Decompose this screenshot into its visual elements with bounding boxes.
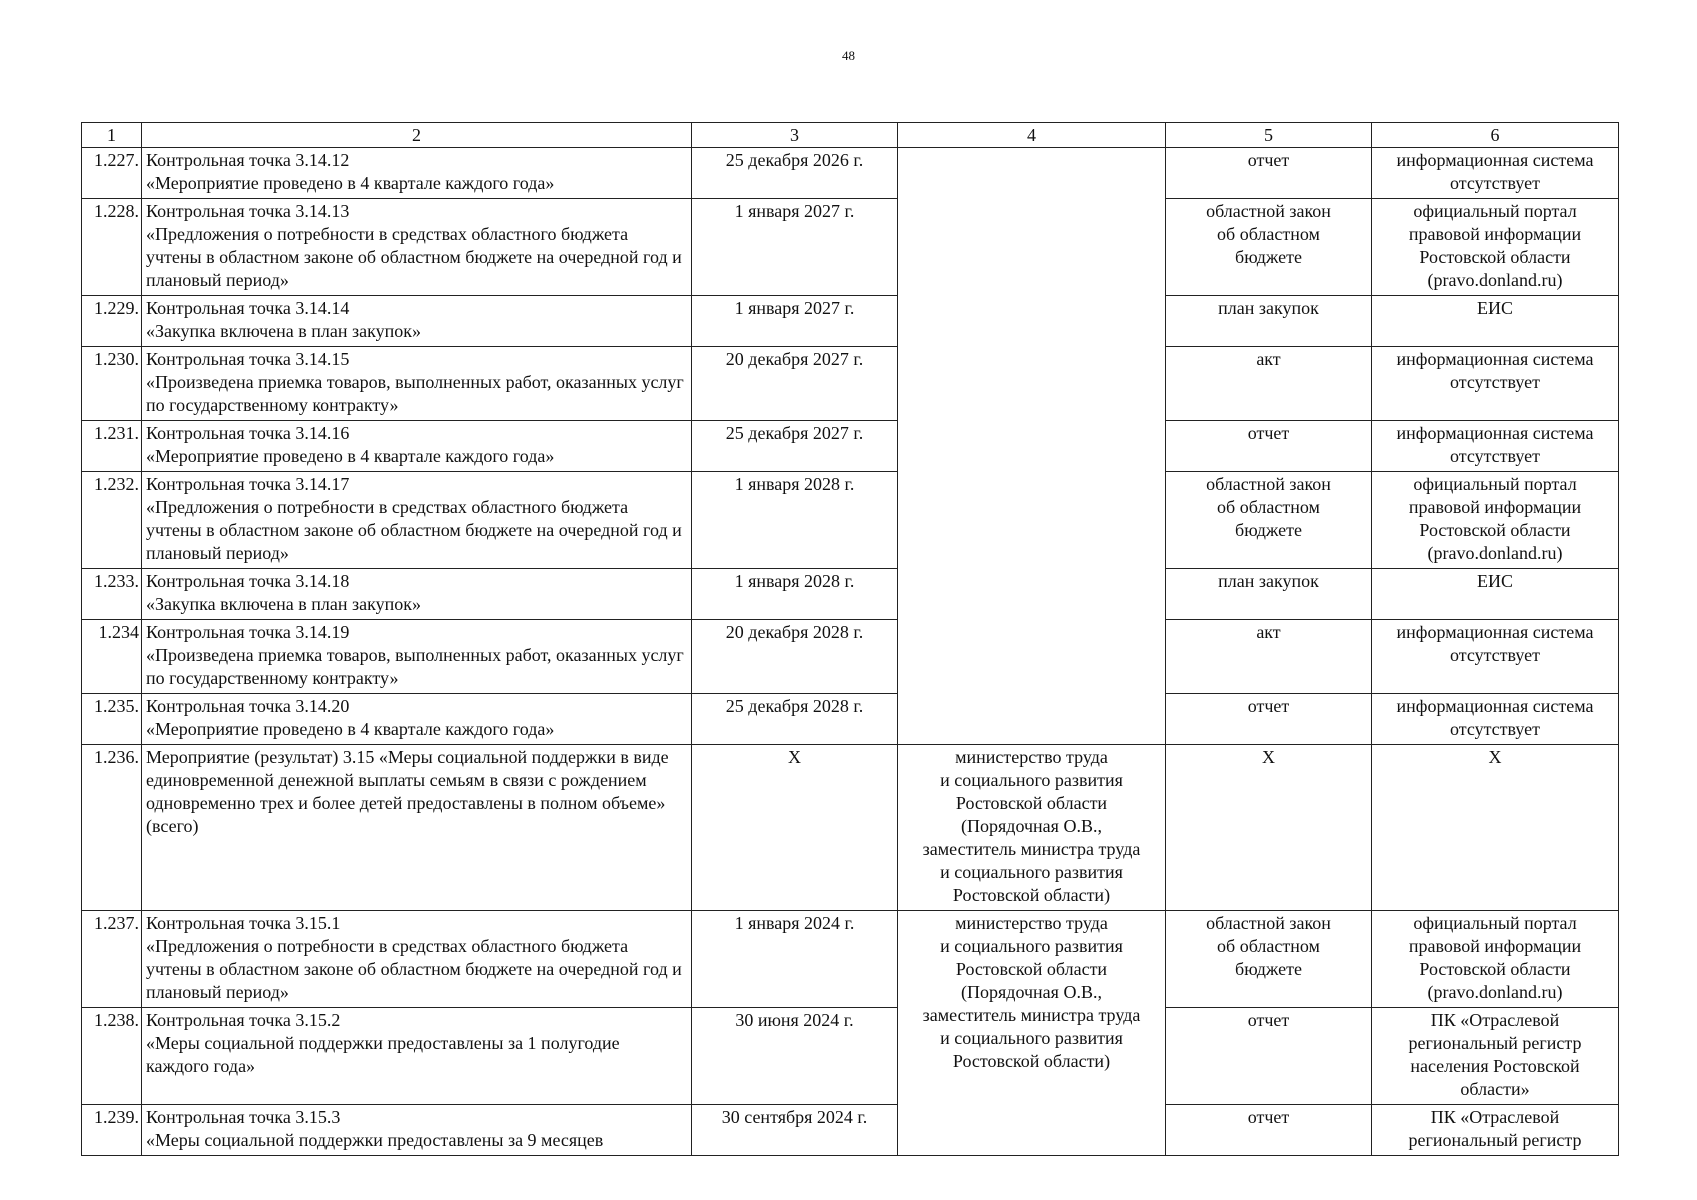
row-document: план закупок: [1166, 296, 1372, 347]
row-date: 20 декабря 2027 г.: [692, 347, 898, 421]
row-date: 25 декабря 2026 г.: [692, 148, 898, 199]
row-date: 1 января 2027 г.: [692, 199, 898, 296]
row-description: Контрольная точка 3.14.17 «Предложения о потребности в средствах областного бюджета учтены в областном законе об областном бюджете на очередной год и плановый период»: [142, 472, 692, 569]
row-document: отчет: [1166, 421, 1372, 472]
row-number: 1.230.: [82, 347, 142, 421]
page-number: 48: [842, 48, 855, 63]
row-date: 25 декабря 2027 г.: [692, 421, 898, 472]
header-row: [82, 123, 1619, 148]
row-number: 1.235.: [82, 694, 142, 745]
table-row: [82, 421, 1619, 472]
table-row: [82, 694, 1619, 745]
column-header: 6: [1372, 123, 1619, 148]
row-date: 20 декабря 2028 г.: [692, 620, 898, 694]
row-system: официальный портал правовой информации Ростовской области (pravo.donland.ru): [1372, 911, 1619, 1008]
row-system: официальный портал правовой информации Ростовской области (pravo.donland.ru): [1372, 472, 1619, 569]
row-description: Контрольная точка 3.15.2 «Меры социальной поддержки предоставлены за 1 полугодие каждого года»: [142, 1008, 692, 1105]
row-number: 1.233.: [82, 569, 142, 620]
row-system: информационная система отсутствует: [1372, 421, 1619, 472]
row-system: информационная система отсутствует: [1372, 347, 1619, 421]
row-system: официальный портал правовой информации Ростовской области (pravo.donland.ru): [1372, 199, 1619, 296]
plan-table: [81, 122, 1619, 1156]
table-row: [82, 569, 1619, 620]
row-document: отчет: [1166, 1105, 1372, 1156]
row-system: ПК «Отраслевой региональный регистр населения Ростовской области»: [1372, 1008, 1619, 1105]
row-description: Контрольная точка 3.14.16 «Мероприятие проведено в 4 квартале каждого года»: [142, 421, 692, 472]
table-row: [82, 296, 1619, 347]
row-number: 1.227.: [82, 148, 142, 199]
row-description: Контрольная точка 3.14.12 «Мероприятие проведено в 4 квартале каждого года»: [142, 148, 692, 199]
row-description: Контрольная точка 3.14.20 «Мероприятие проведено в 4 квартале каждого года»: [142, 694, 692, 745]
row-description: Контрольная точка 3.15.1 «Предложения о потребности в средствах областного бюджета учтены в областном законе об областном бюджете на очередной год и плановый период»: [142, 911, 692, 1008]
column-header: 1: [82, 123, 142, 148]
column-header: 4: [898, 123, 1166, 148]
column-header: 5: [1166, 123, 1372, 148]
table-row: [82, 745, 1619, 911]
row-date: 1 января 2027 г.: [692, 296, 898, 347]
row-document: акт: [1166, 620, 1372, 694]
row-system: информационная система отсутствует: [1372, 148, 1619, 199]
row-description: Контрольная точка 3.14.13 «Предложения о потребности в средствах областного бюджета учтены в областном законе об областном бюджете на очередной год и плановый период»: [142, 199, 692, 296]
row-responsible-empty: [898, 148, 1166, 745]
row-description: Контрольная точка 3.14.19 «Произведена приемка товаров, выполненных работ, оказанных услуг по государственному контракту»: [142, 620, 692, 694]
row-number: 1.229.: [82, 296, 142, 347]
row-document: план закупок: [1166, 569, 1372, 620]
table-row: [82, 911, 1619, 1008]
row-number: 1.236.: [82, 745, 142, 911]
column-header: 3: [692, 123, 898, 148]
row-number: 1.239.: [82, 1105, 142, 1156]
row-system: X: [1372, 745, 1619, 911]
row-number: 1.231.: [82, 421, 142, 472]
table-row: [82, 148, 1619, 199]
column-header: 2: [142, 123, 692, 148]
row-description: Контрольная точка 3.15.3 «Меры социальной поддержки предоставлены за 9 месяцев: [142, 1105, 692, 1156]
row-document: отчет: [1166, 1008, 1372, 1105]
row-description: Мероприятие (результат) 3.15 «Меры социальной поддержки в виде единовременной денежной выплаты семьям в связи с рождением одновременно трех и более детей предоставлены в полном объеме» (всего): [142, 745, 692, 911]
row-date: 1 января 2028 г.: [692, 472, 898, 569]
row-system: ПК «Отраслевой региональный регистр: [1372, 1105, 1619, 1156]
table-row: [82, 620, 1619, 694]
table-row: [82, 472, 1619, 569]
row-document: областной закон об областном бюджете: [1166, 199, 1372, 296]
row-document: областной закон об областном бюджете: [1166, 911, 1372, 1008]
row-number: 1.238.: [82, 1008, 142, 1105]
row-number: 1.237.: [82, 911, 142, 1008]
row-system: информационная система отсутствует: [1372, 620, 1619, 694]
row-date: 25 декабря 2028 г.: [692, 694, 898, 745]
row-number: 1.232.: [82, 472, 142, 569]
row-document: X: [1166, 745, 1372, 911]
row-date: 30 сентября 2024 г.: [692, 1105, 898, 1156]
row-system: информационная система отсутствует: [1372, 694, 1619, 745]
row-document: акт: [1166, 347, 1372, 421]
row-responsible: министерство труда и социального развития Ростовской области (Порядочная О.В., заместитель министра труда и социального развития Ростовской области): [898, 745, 1166, 911]
row-description: Контрольная точка 3.14.18 «Закупка включена в план закупок»: [142, 569, 692, 620]
row-date: 1 января 2024 г.: [692, 911, 898, 1008]
row-system: ЕИС: [1372, 569, 1619, 620]
row-document: областной закон об областном бюджете: [1166, 472, 1372, 569]
row-number: 1.234: [82, 620, 142, 694]
row-date: 30 июня 2024 г.: [692, 1008, 898, 1105]
table-row: [82, 1105, 1619, 1156]
table-row: [82, 199, 1619, 296]
row-document: отчет: [1166, 148, 1372, 199]
row-date: X: [692, 745, 898, 911]
row-document: отчет: [1166, 694, 1372, 745]
row-responsible: министерство труда и социального развития Ростовской области (Порядочная О.В., заместитель министра труда и социального развития Ростовской области): [898, 911, 1166, 1156]
row-description: Контрольная точка 3.14.15 «Произведена приемка товаров, выполненных работ, оказанных услуг по государственному контракту»: [142, 347, 692, 421]
row-number: 1.228.: [82, 199, 142, 296]
row-system: ЕИС: [1372, 296, 1619, 347]
row-date: 1 января 2028 г.: [692, 569, 898, 620]
table-row: [82, 1008, 1619, 1105]
table-row: [82, 347, 1619, 421]
row-description: Контрольная точка 3.14.14 «Закупка включена в план закупок»: [142, 296, 692, 347]
